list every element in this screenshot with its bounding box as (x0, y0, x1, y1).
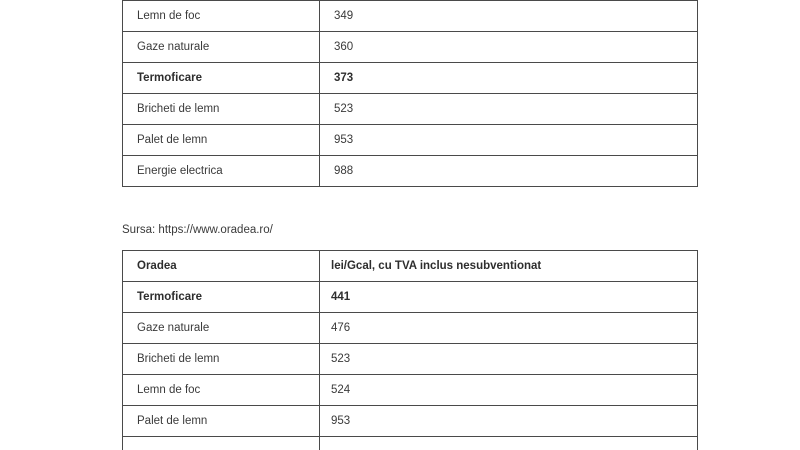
table-row (123, 437, 698, 450)
fuel-cell: Bricheti de lemn (123, 344, 320, 375)
fuel-cell: Bricheti de lemn (123, 94, 320, 125)
table-row (123, 282, 698, 313)
price-cell: 988 (320, 156, 698, 187)
fuel-cell: Gaze naturale (123, 32, 320, 63)
price-cell: 360 (320, 32, 698, 63)
price-cell (320, 437, 698, 450)
price-cell: 953 (320, 406, 698, 437)
header-price-cell: lei/Gcal, cu TVA inclus nesubventionat (320, 251, 698, 282)
fuel-cell: Lemn de foc (123, 375, 320, 406)
table-row (123, 406, 698, 437)
price-cell: 349 (320, 1, 698, 32)
price-cell: 523 (320, 94, 698, 125)
table-row (123, 313, 698, 344)
table-header-row (123, 251, 698, 282)
price-cell: 441 (320, 282, 698, 313)
table-row (123, 63, 698, 94)
price-cell: 373 (320, 63, 698, 94)
price-cell: 524 (320, 375, 698, 406)
price-cell: 523 (320, 344, 698, 375)
fuel-cell: Energie electrica (123, 156, 320, 187)
table-row (123, 344, 698, 375)
fuel-cell: Lemn de foc (123, 1, 320, 32)
price-cell: 476 (320, 313, 698, 344)
table-row (123, 125, 698, 156)
fuel-cell: Termoficare (123, 282, 320, 313)
heating-cost-table-oradea (122, 250, 698, 450)
heating-cost-table-top (122, 0, 698, 187)
table-row (123, 375, 698, 406)
table-row (123, 94, 698, 125)
source-text: Sursa: https://www.oradea.ro/ (122, 224, 273, 236)
fuel-cell (123, 437, 320, 450)
header-fuel-cell: Oradea (123, 251, 320, 282)
table-row (123, 1, 698, 32)
table-row (123, 32, 698, 63)
table-row (123, 156, 698, 187)
fuel-cell: Termoficare (123, 63, 320, 94)
fuel-cell: Palet de lemn (123, 406, 320, 437)
price-cell: 953 (320, 125, 698, 156)
fuel-cell: Palet de lemn (123, 125, 320, 156)
fuel-cell: Gaze naturale (123, 313, 320, 344)
